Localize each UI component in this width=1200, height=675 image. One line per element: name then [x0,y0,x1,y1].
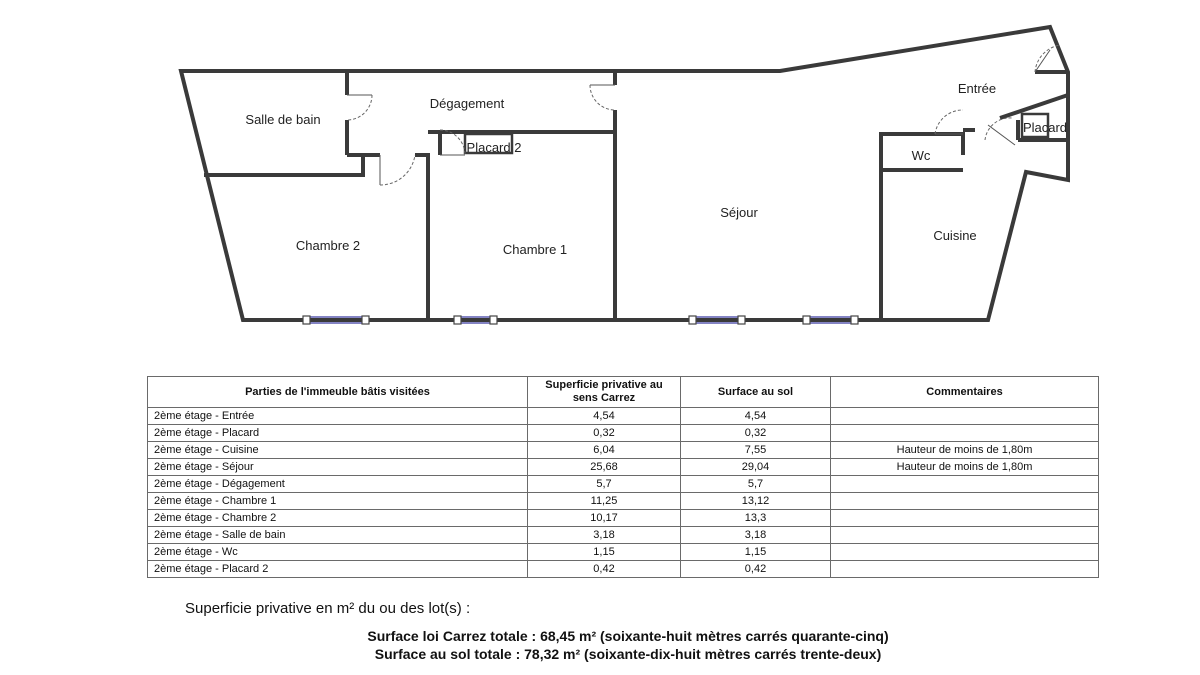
cell-commentaire [831,425,1099,442]
header-commentaires: Commentaires [831,377,1099,408]
cell-carrez: 10,17 [528,510,681,527]
cell-commentaire [831,408,1099,425]
header-carrez: Superficie privative au sens Carrez [528,377,681,408]
cell-commentaire: Hauteur de moins de 1,80m [831,459,1099,476]
table-row [148,493,1099,510]
cell-commentaire [831,510,1099,527]
room-label-salle-de-bain: Salle de bain [245,112,321,127]
cell-carrez: 1,15 [528,544,681,561]
cell-partie: 2ème étage - Salle de bain [148,527,528,544]
room-label-cuisine: Cuisine [933,228,977,243]
header-surface-sol: Surface au sol [681,377,831,408]
cell-surface-sol: 0,32 [681,425,831,442]
room-label-degagement: Dégagement [429,96,505,111]
cell-surface-sol: 5,7 [681,476,831,493]
surface-table-container [147,376,1098,578]
cell-carrez: 0,32 [528,425,681,442]
cell-carrez: 11,25 [528,493,681,510]
cell-surface-sol: 1,15 [681,544,831,561]
cell-partie: 2ème étage - Placard 2 [148,561,528,578]
room-label-entree: Entrée [957,81,997,96]
room-label-wc: Wc [911,148,931,163]
table-row [148,442,1099,459]
room-label-sejour: Séjour [720,205,758,220]
cell-partie: 2ème étage - Séjour [148,459,528,476]
table-row [148,544,1099,561]
room-label-chambre-1: Chambre 1 [502,242,568,257]
cell-surface-sol: 7,55 [681,442,831,459]
table-row [148,527,1099,544]
cell-commentaire [831,527,1099,544]
table-header-row [148,377,1099,408]
cell-surface-sol: 13,12 [681,493,831,510]
cell-commentaire [831,493,1099,510]
cell-surface-sol: 3,18 [681,527,831,544]
cell-partie: 2ème étage - Chambre 1 [148,493,528,510]
header-parties: Parties de l'immeuble bâtis visitées [148,377,528,408]
table-row [148,476,1099,493]
table-row [148,408,1099,425]
cell-partie: 2ème étage - Wc [148,544,528,561]
cell-carrez: 5,7 [528,476,681,493]
cell-partie: 2ème étage - Dégagement [148,476,528,493]
surface-table [147,376,1099,578]
room-label-chambre-2: Chambre 2 [295,238,361,253]
room-label-placard: Placard [1022,120,1068,135]
doors [347,45,1060,185]
cell-partie: 2ème étage - Chambre 2 [148,510,528,527]
cell-surface-sol: 29,04 [681,459,831,476]
cell-carrez: 3,18 [528,527,681,544]
table-row [148,459,1099,476]
total-carrez: Surface loi Carrez totale : 68,45 m² (soixante-huit mètres carrés quarante-cinq) [367,628,889,644]
table-row [148,561,1099,578]
cell-partie: 2ème étage - Cuisine [148,442,528,459]
cell-partie: 2ème étage - Entrée [148,408,528,425]
cell-carrez: 4,54 [528,408,681,425]
table-row [148,510,1099,527]
cell-carrez: 0,42 [528,561,681,578]
cell-commentaire [831,476,1099,493]
summary-intro: Superficie privative en m² du ou des lot(s) : [185,600,471,617]
cell-surface-sol: 13,3 [681,510,831,527]
total-sol: Surface au sol totale : 78,32 m² (soixante-dix-huit mètres carrés trente-deux) [374,646,882,662]
table-row [148,425,1099,442]
cell-carrez: 6,04 [528,442,681,459]
room-label-placard-2: Placard 2 [466,140,522,155]
cell-carrez: 25,68 [528,459,681,476]
cell-partie: 2ème étage - Placard [148,425,528,442]
cell-commentaire [831,544,1099,561]
cell-commentaire: Hauteur de moins de 1,80m [831,442,1099,459]
cell-surface-sol: 4,54 [681,408,831,425]
cell-surface-sol: 0,42 [681,561,831,578]
cell-commentaire [831,561,1099,578]
interior-walls [204,71,1068,320]
